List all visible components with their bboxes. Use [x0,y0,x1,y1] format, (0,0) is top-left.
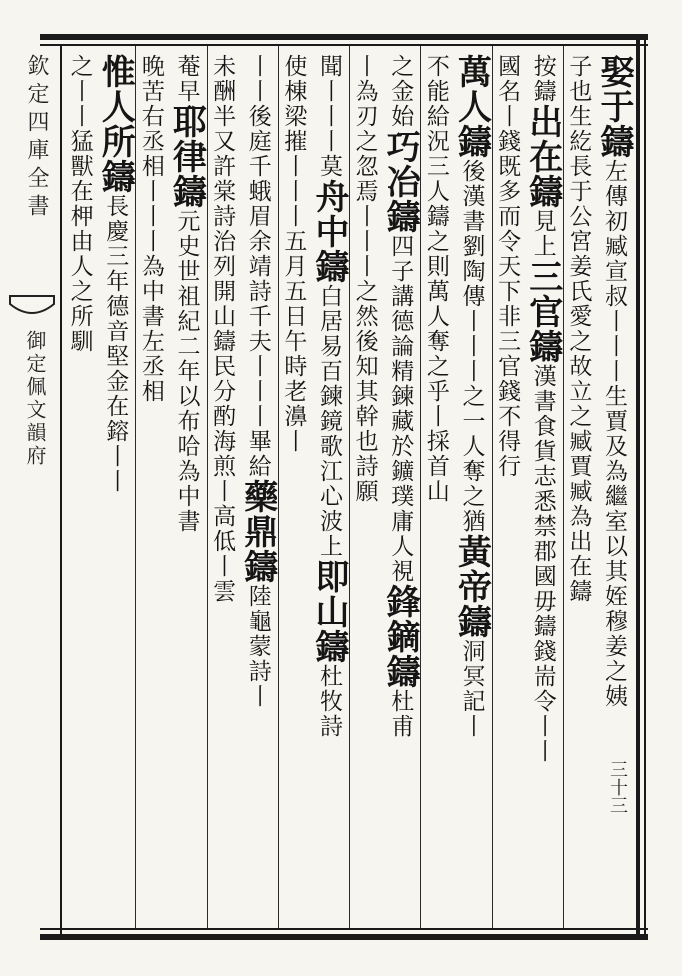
entry-heading: 出在鑄 [522,104,563,209]
right-border [636,34,640,940]
entry-text: 長慶三年德音堅金在鎔丨丨 [102,194,129,494]
entry-heading: 藥鼎鑄 [237,479,278,584]
entry-text: 老濞丨 [280,379,307,454]
entry-text: 漢書食貨志悉禁郡國毋鑄錢耑令丨丨 [529,364,556,764]
entry-text: 國名 [494,54,521,104]
column-rule [278,46,279,928]
text-column [564,54,598,926]
entry-heading: 耶律鑄 [166,104,207,209]
column-rule [420,46,421,928]
entry-heading: 惟人所鑄 [95,54,136,194]
entry-text: 丨錢既多而令天下非三官錢不得行 [494,104,521,479]
entry-text: 丨丨後庭千蛾眉余靖詩千夫丨丨丨畢給 [244,54,271,479]
column-rule [135,46,136,928]
entry-text: 使棟梁摧 [280,54,307,154]
right-border-inner [644,34,646,940]
text-column [451,54,492,926]
text-column [380,54,421,926]
entry-text: 杜牧詩 [316,664,342,739]
text-column [279,54,313,926]
entry-text: 之丨丨猛獸在柙由人之所馴 [66,54,93,354]
text-column [493,54,527,926]
entry-heading: 巧冶鑄 [380,129,421,234]
top-border-inner [40,44,648,46]
column-rule [207,46,208,928]
text-column [309,54,349,926]
entry-text: 丨採首山 [422,404,449,504]
entry-text: 丨高低丨雲 [209,479,236,604]
volume-title: 御定佩文韻府 [23,330,47,468]
text-column [65,54,99,926]
top-border [40,34,648,40]
entry-heading: 鋒鏑鑄 [380,584,421,689]
entry-text: 右丞相丨丨丨為中書左丞相 [137,104,164,404]
entry-text: 丨丨丨五月五日午時 [280,154,307,379]
entry-text: 見上 [529,209,556,259]
column-rule [492,46,493,928]
text-column [421,54,455,926]
text-column [237,54,278,926]
entry-text: 之忽焉丨丨丨之然後知其幹也 [351,129,378,454]
entry-text: 不能給況三人鑄之則萬人奪之乎 [422,54,449,404]
entry-heading: 娶于鑄 [594,54,634,159]
entry-heading: 舟中鑄 [309,179,349,284]
entry-text: 晚苦 [137,54,164,104]
text-column [522,54,563,926]
entry-text: 元史世祖紀二年以布哈為中書 [173,209,200,534]
entry-text: 白居易百鍊鏡歌江心波上 [316,284,342,559]
entry-text: 詩願 [351,454,378,504]
entry-heading: 萬人鑄 [451,54,492,159]
text-column [208,54,242,926]
text-column [350,54,384,926]
entry-text: 之金始 [387,54,414,129]
column-rule [563,46,564,928]
entry-text: 子也生紇長于公宮姜氏愛之故立之臧賈臧為出在鑄 [565,54,592,604]
entry-text: 後漢書劉陶傳丨丨丨之一人奪之猶 [458,159,485,534]
entry-text: 左傳初臧宣叔丨丨丨生賈及為繼室以其姪穆姜之姨 [601,159,627,709]
page-number: 三十三 [607,760,628,814]
text-column [95,54,136,926]
column-rule [349,46,350,928]
entry-text: 四子講德論精鍊藏於鑛璞庸人視 [387,234,414,584]
bottom-border [40,934,648,940]
entry-heading: 即山鑄 [309,559,349,664]
entry-text: 菴早 [173,54,200,104]
entry-heading: 三官鑄 [522,259,563,364]
fish-tail-icon [8,294,56,324]
entry-text: 杜甫 [387,689,414,739]
entry-text: 洞冥記丨 [458,639,485,739]
entry-text: 按鑄 [529,54,556,104]
entry-text: 聞丨丨丨莫 [316,54,342,179]
entry-heading: 黃帝鑄 [451,534,492,639]
bottom-border-inner [40,928,648,930]
text-column [166,54,207,926]
entry-text: 丨為刃 [351,54,378,129]
entry-text: 陸龜蒙詩丨 [244,584,271,709]
entry-text: 未酬半又許棠詩治列開山鑄民分酌海煎 [209,54,236,479]
text-column [594,54,634,926]
text-column [136,54,170,926]
book-title: 欽定四庫全書 [24,54,49,222]
